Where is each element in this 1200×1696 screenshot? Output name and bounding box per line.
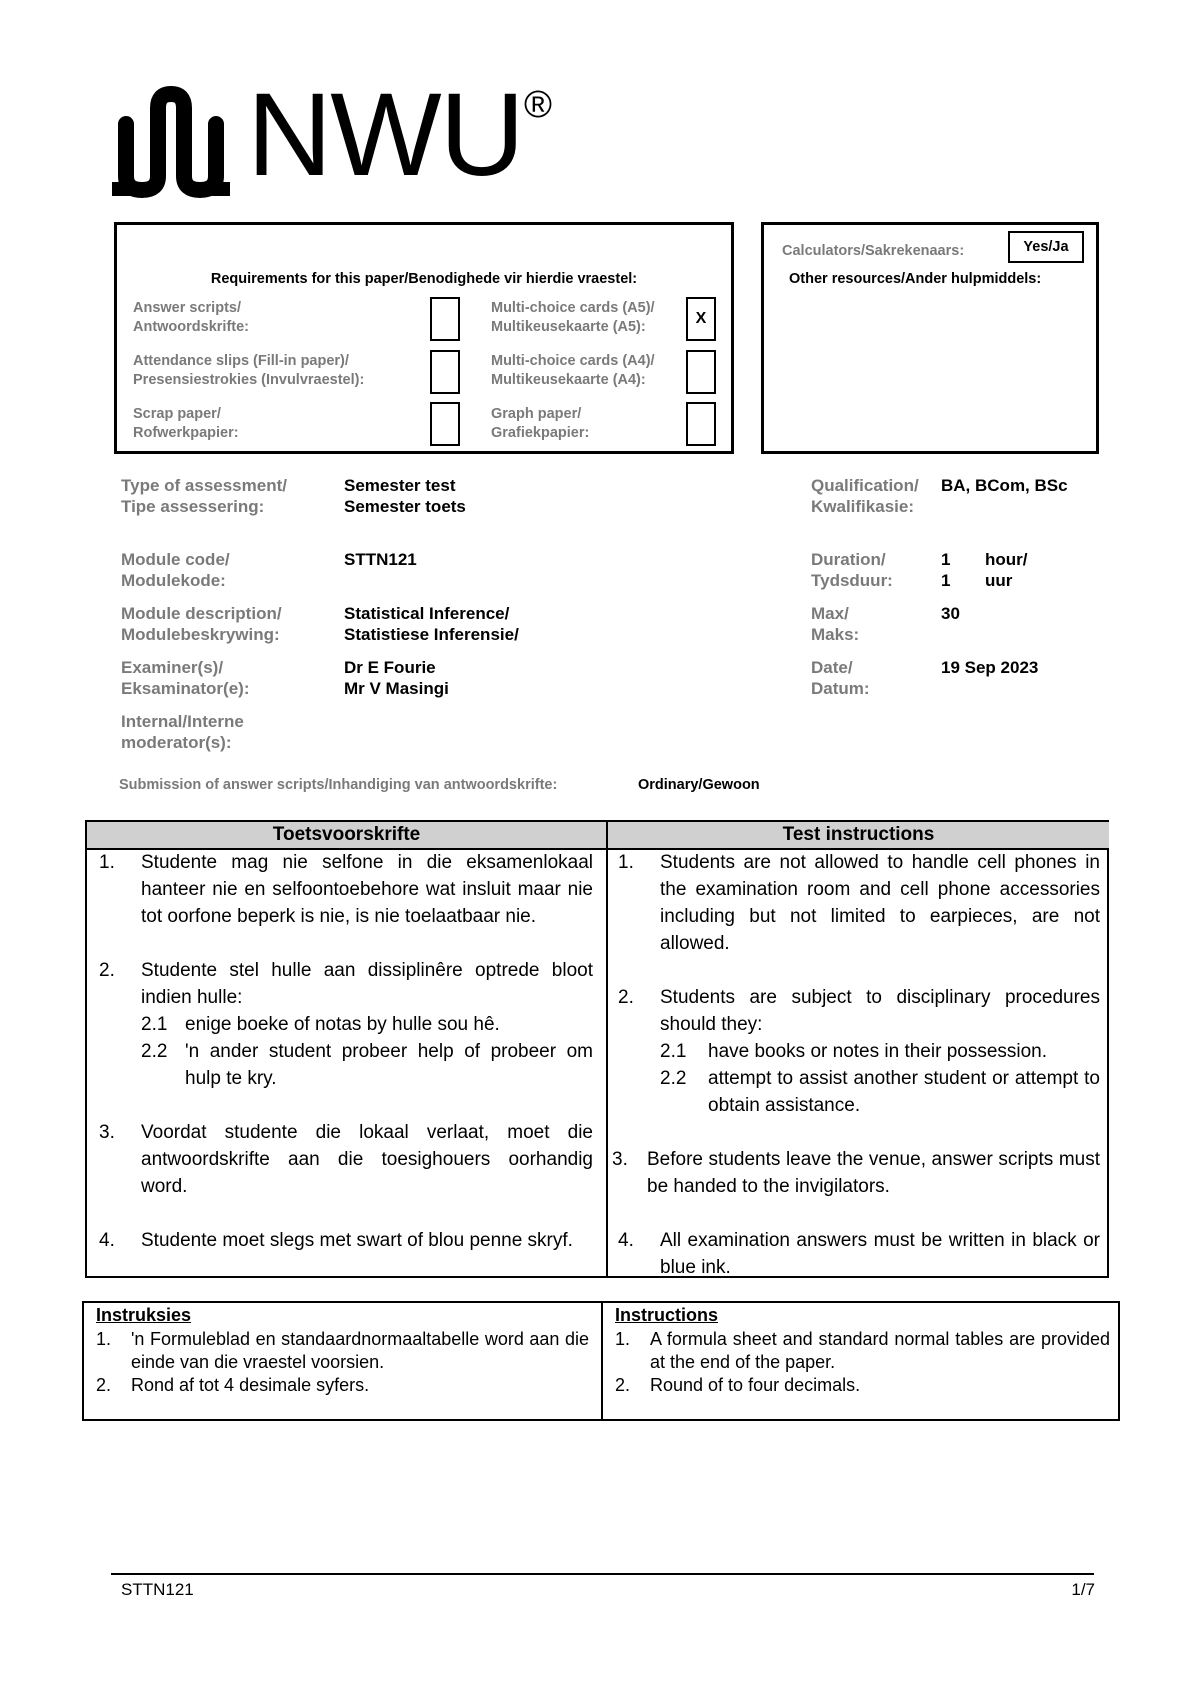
date-label: Date/ Datum: — [811, 658, 870, 698]
af-rule-3-num: 3. — [99, 1122, 115, 1143]
af-rule-3: Voordat studente die lokaal verlaat, moet die antwoordskrifte aan die toesighouers oorhandig word. — [141, 1122, 593, 1197]
qualification-value: BA, BCom, BSc — [941, 476, 1068, 495]
en-rule-2-1-num: 2.1 — [660, 1041, 687, 1062]
en-rule-2-num: 2. — [618, 987, 634, 1008]
en-rule-3-num: 3. — [612, 1149, 628, 1170]
footer-rule — [111, 1573, 1094, 1575]
af-rule-2-1-num: 2.1 — [141, 1014, 168, 1035]
en-instruction-2-num: 2. — [615, 1375, 631, 1395]
en-rule-1: Students are not allowed to handle cell phones in the examination room and cell phone accessories including but not limited to earpieces, are not allowed. — [660, 852, 1100, 954]
assessment-value: Semester test Semester toets — [344, 476, 466, 516]
checkbox-mc-a5[interactable]: X — [686, 297, 716, 341]
en-rule-2-2: attempt to assist another student or attempt to obtain assistance. — [708, 1068, 1100, 1116]
qualification-label: Qualification/ Kwalifikasie: — [811, 476, 919, 516]
af-rule-4-num: 4. — [99, 1230, 115, 1251]
en-instruction-1-num: 1. — [615, 1329, 631, 1349]
module-description-value: Statistical Inference/ Statistiese Inferensie/ — [344, 604, 519, 644]
req-label-answer-scripts: Answer scripts/ Antwoordskrifte: — [133, 300, 249, 335]
logo-wordmark: NWU — [247, 69, 523, 201]
en-rule-2-2-num: 2.2 — [660, 1068, 687, 1089]
duration-number: 1 1 — [941, 550, 951, 590]
checkbox-attendance-slips[interactable] — [430, 350, 460, 394]
max-value: 30 — [941, 604, 960, 623]
module-code-value: STTN121 — [344, 550, 417, 569]
column-divider — [601, 1303, 603, 1419]
footer-module-code: STTN121 — [121, 1580, 194, 1599]
af-rule-2-2-num: 2.2 — [141, 1041, 168, 1062]
af-rule-2-1: enige boeke of notas by hulle sou hê. — [185, 1014, 500, 1035]
en-rule-3: Before students leave the venue, answer scripts must be handed to the invigilators. — [647, 1149, 1100, 1197]
examiners-value: Dr E Fourie Mr V Masingi — [344, 658, 449, 698]
column-divider — [606, 822, 608, 1276]
calculators-value[interactable]: Yes/Ja — [1008, 231, 1084, 263]
heading-instruksies: Instruksies — [96, 1305, 192, 1325]
af-rule-4: Studente moet slegs met swart of blou penne skryf. — [141, 1230, 573, 1251]
duration-unit: hour/ uur — [985, 550, 1028, 590]
date-value: 19 Sep 2023 — [941, 658, 1039, 677]
af-rule-2: Studente stel hulle aan dissiplinêre optrede bloot indien hulle: — [141, 960, 593, 1008]
moderator-label: Internal/Interne moderator(s): — [121, 712, 244, 752]
nwu-logo — [112, 69, 582, 204]
checkbox-graph-paper[interactable] — [686, 402, 716, 446]
checkbox-scrap-paper[interactable] — [430, 402, 460, 446]
en-instruction-1: A formula sheet and standard normal tables are provided at the end of the paper. — [650, 1329, 1110, 1372]
en-rule-2-1: have books or notes in their possession. — [708, 1041, 1048, 1062]
af-rule-2-2: 'n ander student probeer help of probeer om hulp te kry. — [185, 1041, 593, 1089]
examiners-label: Examiner(s)/ Eksaminator(e): — [121, 658, 250, 698]
af-instruction-1: 'n Formuleblad en standaardnormaaltabelle word aan die einde van die vraestel voorsien. — [131, 1329, 589, 1372]
requirements-title: Requirements for this paper/Benodighede vir hierdie vraestel: — [210, 271, 638, 287]
instructions-table — [82, 1301, 1120, 1421]
af-instruction-2-num: 2. — [96, 1375, 112, 1395]
af-rule-2-num: 2. — [99, 960, 115, 981]
max-label: Max/ Maks: — [811, 604, 860, 644]
af-instruction-1-num: 1. — [96, 1329, 112, 1349]
heading-toetsvoorskrifte: Toetsvoorskrifte — [87, 822, 606, 850]
registered-mark: ® — [524, 84, 552, 126]
test-instructions-table — [85, 820, 1109, 1278]
heading-test-instructions: Test instructions — [608, 822, 1109, 850]
module-code-label: Module code/ Modulekode: — [121, 550, 230, 590]
en-rule-2: Students are subject to disciplinary procedures should they: — [660, 987, 1100, 1035]
req-label-mc-a4: Multi-choice cards (A4)/ Multikeusekaarte (A4): — [491, 353, 655, 388]
en-rule-4-num: 4. — [618, 1230, 634, 1251]
en-rule-4: All examination answers must be written in black or blue ink. — [660, 1230, 1100, 1278]
calculators-box — [761, 222, 1099, 454]
assessment-label: Type of assessment/ Tipe assessering: — [121, 476, 287, 516]
req-label-mc-a5: Multi-choice cards (A5)/ Multikeusekaarte (A5): — [491, 300, 655, 335]
af-rule-1-num: 1. — [99, 852, 115, 873]
requirements-box — [114, 222, 734, 454]
heading-instructions: Instructions — [615, 1305, 719, 1325]
nwu-emblem-icon — [112, 84, 230, 200]
duration-label: Duration/ Tydsduur: — [811, 550, 893, 590]
req-label-scrap-paper: Scrap paper/ Rofwerkpapier: — [133, 406, 239, 441]
calculators-label: Calculators/Sakrekenaars: — [782, 243, 965, 259]
en-instruction-2: Round of to four decimals. — [650, 1375, 861, 1395]
module-description-label: Module description/ Modulebeskrywing: — [121, 604, 282, 644]
en-rule-1-num: 1. — [618, 852, 634, 873]
submission-value: Ordinary/Gewoon — [638, 777, 760, 793]
af-rule-1: Studente mag nie selfone in die eksamenlokaal hanteer nie en selfoontoebehore wat insluit maar nie tot oorfone beperk is nie, is nie toelaatbaar nie. — [141, 852, 593, 927]
checkbox-mc-a4[interactable] — [686, 350, 716, 394]
submission-label: Submission of answer scripts/Inhandiging van antwoordskrifte: — [119, 777, 558, 793]
checkbox-answer-scripts[interactable] — [430, 297, 460, 341]
req-label-graph-paper: Graph paper/ Grafiekpapier: — [491, 406, 590, 441]
af-instruction-2: Rond af tot 4 desimale syfers. — [131, 1375, 370, 1395]
footer-page-number: 1/7 — [1071, 1580, 1095, 1599]
other-resources-label: Other resources/Ander hulpmiddels: — [789, 271, 1042, 287]
req-label-attendance-slips: Attendance slips (Fill-in paper)/ Presensiestrokies (Invulvraestel): — [133, 353, 365, 388]
